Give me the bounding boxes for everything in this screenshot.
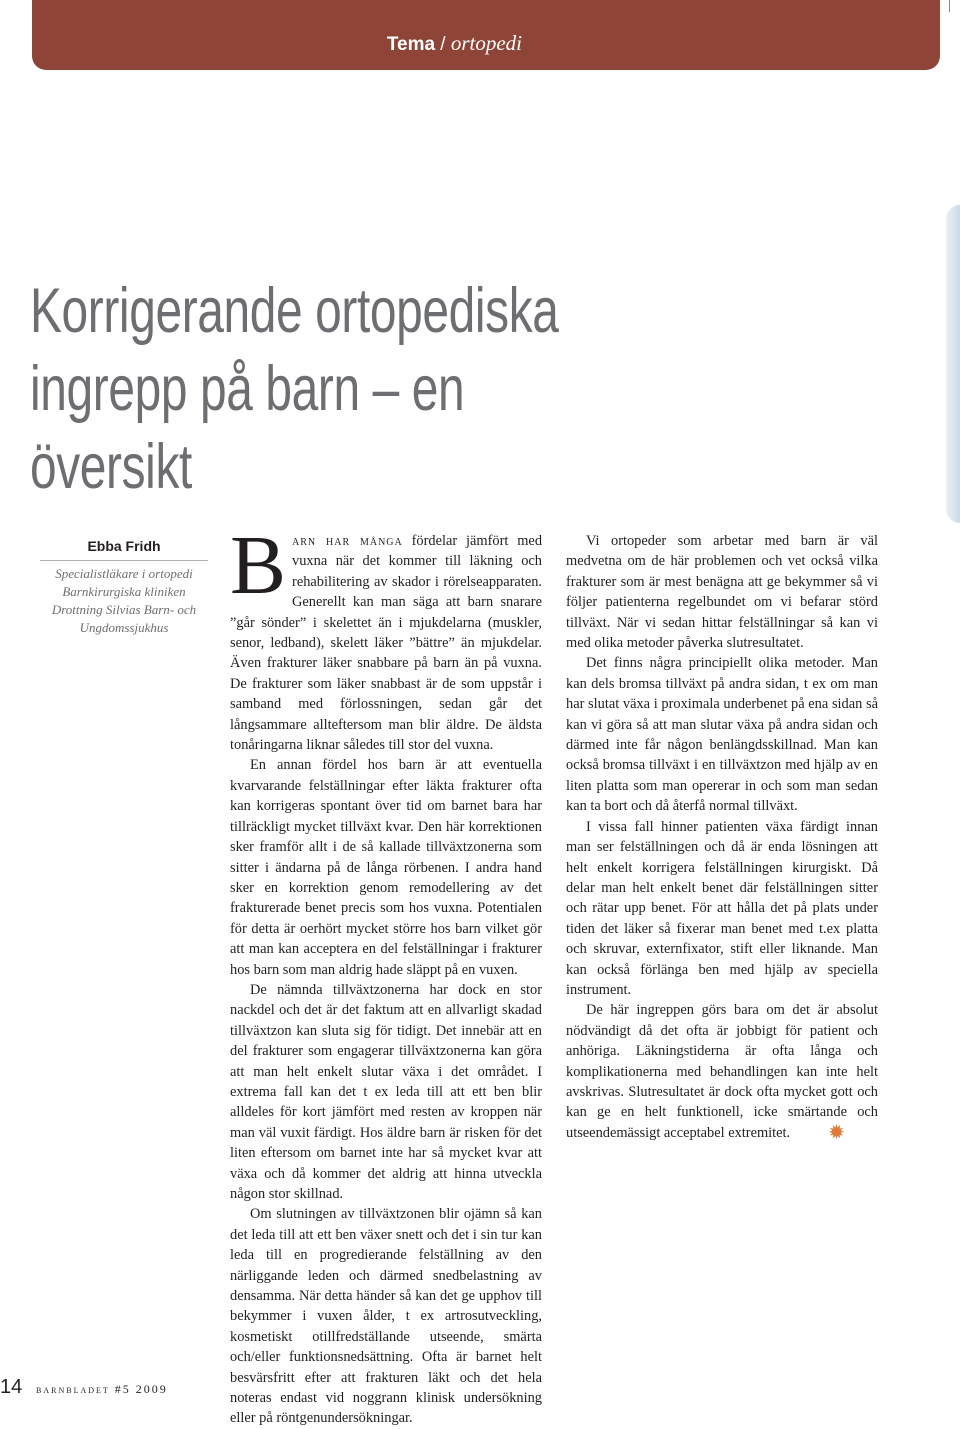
publication-name: barnbladet #5 2009 xyxy=(36,1382,168,1396)
page-number: 14 xyxy=(0,1376,23,1398)
header-section: ortopedi xyxy=(450,31,522,55)
header-tema: Tema xyxy=(386,34,436,55)
paragraph-intro xyxy=(230,519,543,755)
paragraph: Om slutningen av tillväxtzonen blir ojämn så kan det leda till att ett ben växer snett och det i sin tur kan leda till en progredierande felställning av den närliggande leden och därmed snedbelastning av densamma. När detta händer så kan det ge upphov till bekymmer i vuxen ålder, t ex artrosutveckling, kosmetiskt otillfredställande utseende, smärta och/eller funktionsnedsättning. Ofta är barnet helt besvärsfritt efter att frakturen läkt och det hela noteras endast vid noggrann klinisk undersökning eller på röntgenundersökningar. xyxy=(230,1206,542,1427)
lead-in: arn har många xyxy=(292,533,403,549)
header-band xyxy=(32,0,940,70)
sun-burst-icon: ✹ xyxy=(828,1121,845,1144)
paragraph: I vissa fall hinner patienten växa färdigt innan man ser felställningen och då är enda lösningen att helt enkelt korrigera felställningen kirurgiskt. Då delar man helt enkelt benet där felställningen sitter och rätar upp benet. För att hålla det på plats under tiden det läker så fixerar man benet med t.ex platta och skruvar, externfixator, stift eller liknande. Man kan också förlänga ben med hjälp av speciella instrument. xyxy=(566,818,878,998)
author-title: Specialistläkare i ortopedi xyxy=(55,566,193,581)
drop-cap: B xyxy=(230,519,287,612)
section-header xyxy=(387,28,522,60)
body-column-1 xyxy=(230,519,543,1429)
article-title: Korrigerande ortopediska ingrepp på barn – en översikt xyxy=(30,276,559,502)
side-tab xyxy=(946,205,960,523)
author-clinic: Barnkirurgiska kliniken xyxy=(62,584,186,599)
author-name: Ebba Fridh xyxy=(40,537,208,561)
paragraph-final xyxy=(566,1000,878,1143)
paragraph: Vi ortopeder som arbetar med barn är väl medvetna om de här problemen och vet också vilka frakturer som är mest benägna att ge bekymmer så vi följer patienterna regelbundet om vi befarar störd tillväxt. När vi sedan hittar felställningar så kan vi med olika metoder påverka slutresultatet. xyxy=(566,533,878,652)
author-hospital: Drottning Silvias Barn- och Ungdomssjukhus xyxy=(51,602,197,635)
paragraph: En annan fördel hos barn är att eventuella kvarvarande felställningar efter läkta frakturer ofta kan korrigeras spontant över tid om barnet bara har tillräckligt mycket tillväxt kvar. Den här korrektionen sker framför allt i de så kallade tillväxtzonerna som sitter i ändarna på de långa rörbenen. I andra hand sker en korrektion genom remodellering av det frakturerade benet precis som hos vuxna. Potentialen för detta är oerhört mycket större hos barn vilket gör att man kan acceptera en del felställningar i frakturer hos barn som man aldrig hade släppt på en vuxen. xyxy=(230,757,542,978)
crop-mark xyxy=(949,0,950,12)
paragraph: Det finns några principiellt olika metoder. Man kan dels bromsa tillväxt på andra sidan, t ex om man har slutat växa i proximala underbenet på ena sidan så kan vi göra så att man slutar växa på andra sidan och därmed inte får någon benlängdsskillnad. Man kan också bromsa tillväxt i en tillväxtzon med hjälp av en liten platta som man opererar in och som man sedan kan ta bort och då återfå normal tillväxt. xyxy=(566,655,878,815)
header-separator: / xyxy=(440,34,446,55)
body-column-2 xyxy=(566,531,878,1143)
paragraph: De nämnda tillväxtzonerna har dock en stor nackdel och det är det faktum att en allvarligt skadad tillväxtzon kan sluta sig för tidigt. Det innebär att en del frakturer som engagerar tillväxtzonerna kan göra att man helt enkelt slutar växa i det området. I extrema fall kan det t ex leda till att ett ben blir alldeles för kort jämfört med resten av kroppen när man väl vuxit färdigt. Hos äldre barn är risken för det liten eftersom om barnet inte har så mycket kvar att växa och då kommer det aldrig att hinna utveckla någon stor skillnad. xyxy=(230,981,542,1202)
paragraph-final-text: De här ingreppen görs bara om det är absolut nödvändigt då det ofta är jobbigt för patient och anhöriga. Läkningstiderna är ofta långa och komplikationerna med behandlingen kan inte helt avskrivas. Slutresultatet är dock ofta mycket gott och kan ge en helt funktionell, icke smärtande och utseendemässigt acceptabel extremitet. xyxy=(566,1002,878,1141)
paragraph-intro-text: fördelar jämfört med vuxna när det kommer till läkning och rehabilitering av skador i rörelseapparaten. Generellt kan man säga att barn snarare ”går sönder” i skelettet än i mjukdelarna (muskler, senor, ledband), skelett läker ”bättre” än mjukdelar. Även frakturer läker snabbare på barn än på vuxna. De frakturer som läker snabbast är de som uppstår i samband med förlossningen, sedan går det långsammare allteftersom man blir äldre. De äldsta tonåringarna liknar således till stor del vuxna. xyxy=(230,533,543,754)
author-block xyxy=(40,537,208,637)
